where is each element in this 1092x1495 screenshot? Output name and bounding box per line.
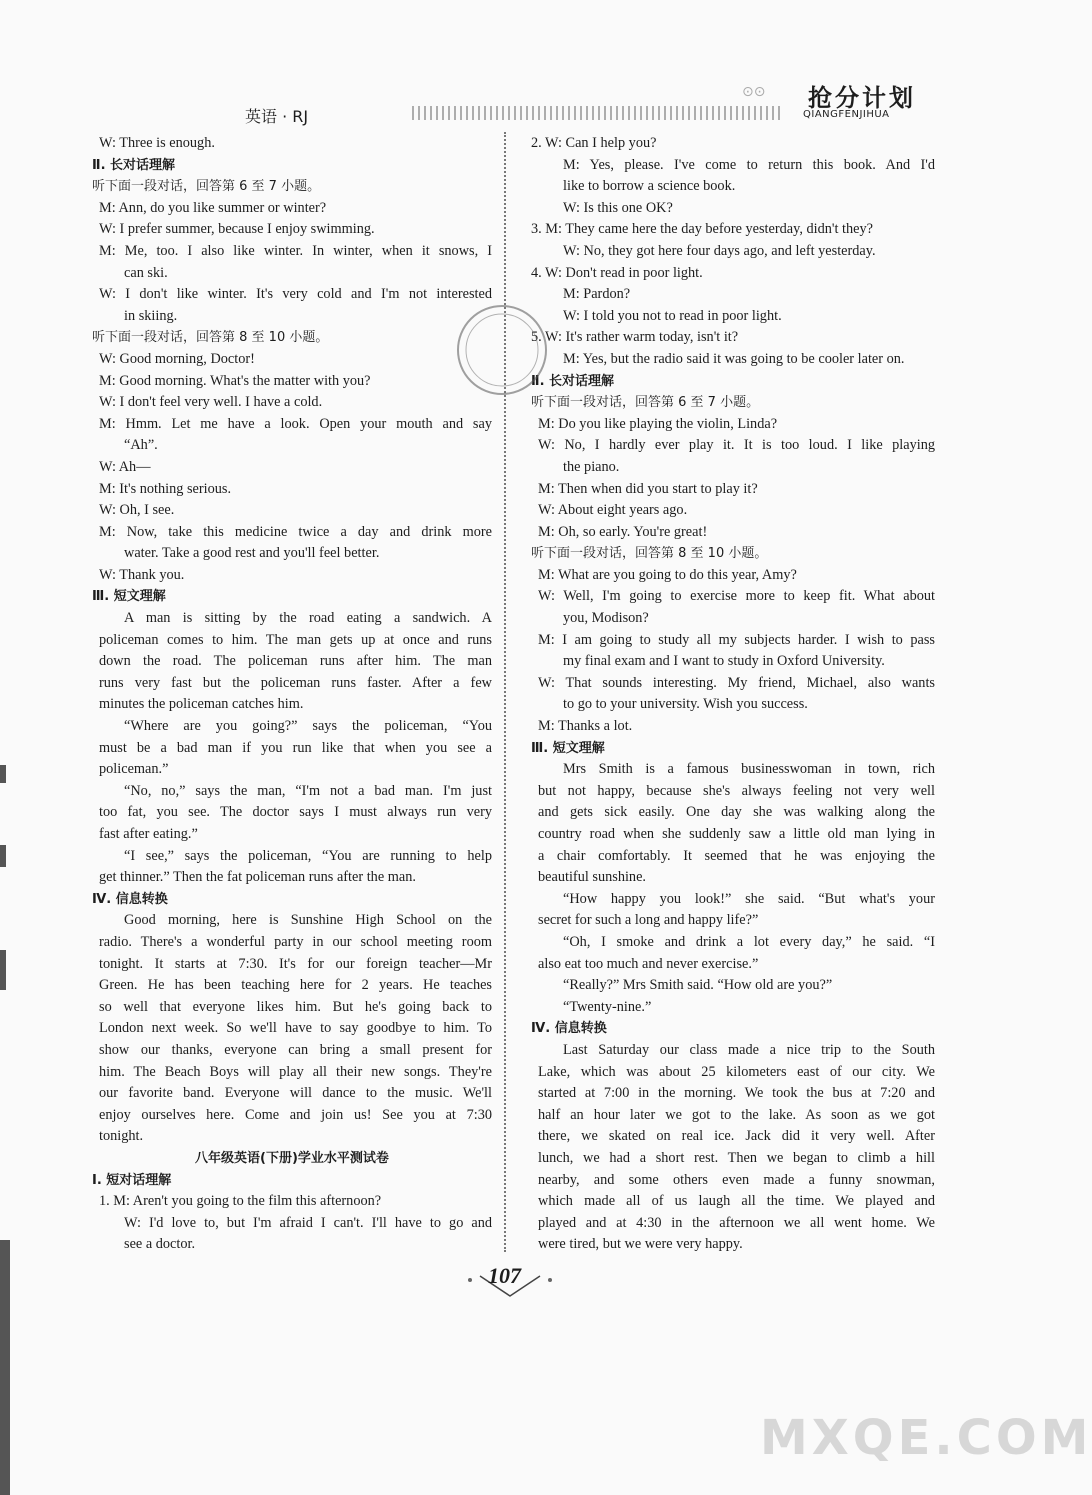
text-line: M: Good morning. What's the matter with you? (99, 372, 371, 389)
text-line: A man is sitting by the road eating a sandwich. A (124, 610, 492, 627)
text-line: “Really?” Mrs Smith said. “How old are you?” (563, 977, 833, 994)
text-line: W: I told you not to read in poor light. (563, 307, 782, 324)
right-column (531, 133, 935, 1256)
text-line: radio. There's a wonderful party in our school meeting room (99, 933, 492, 950)
text-line: W: That sounds interesting. My friend, Michael, also wants (538, 674, 935, 691)
text-line: “No, no,” says the man, “I'm not a bad man. I'm just (124, 782, 492, 799)
text-line: M: Ann, do you like summer or winter? (99, 199, 327, 216)
text-line: but not happy, because she's always feeling not very well (538, 782, 935, 799)
text-line: M: Pardon? (563, 286, 631, 303)
scan-edge-mark (0, 845, 6, 867)
text-line: M: I am going to study all my subjects harder. I wish to pass (538, 631, 935, 648)
text-line: “Oh, I smoke and drink a lot every day,” he said. “I (563, 933, 935, 950)
text-line: M: Oh, so early. You're great! (538, 523, 708, 540)
text-line: London next week. So we'll have to say goodbye to him. To (99, 1020, 492, 1037)
text-line: 听下面一段对话，回答第 6 至 7 小题。 (531, 395, 760, 411)
text-line: 听下面一段对话，回答第 6 至 7 小题。 (92, 179, 321, 195)
text-line: in skiing. (124, 307, 178, 324)
text-line: “I see,” says the policeman, “You are running to help (124, 847, 492, 864)
text-line: Ⅳ. 信息转换 (92, 891, 168, 907)
text-line: secret for such a long and happy life?” (538, 912, 759, 929)
text-line: W: Good morning, Doctor! (99, 350, 255, 367)
text-line: my final exam and I want to study in Oxford University. (563, 653, 885, 670)
header-brand: 抢分计划 (808, 84, 916, 112)
text-line: started at 7:00 in the morning. We took the bus at 7:20 and (538, 1085, 935, 1102)
text-line: fast after eating.” (99, 826, 198, 842)
text-line: 1. M: Aren't you going to the film this afternoon? (99, 1193, 382, 1210)
left-column (92, 133, 492, 1256)
text-line: “Twenty-nine.” (563, 998, 652, 1015)
text-line: W: I prefer summer, because I enjoy swimming. (99, 221, 375, 238)
text-line: Mrs Smith is a famous businesswoman in town, rich (563, 761, 935, 778)
text-line: so well that everyone likes him. But he's going back to (99, 998, 492, 1015)
text-line: Green. He has been teaching here for 2 years. He teaches (99, 977, 492, 994)
text-line: M: Do you like playing the violin, Linda? (538, 415, 778, 432)
text-line: Ⅱ. 长对话理解 (92, 157, 176, 173)
scan-edge-mark (0, 765, 6, 783)
text-line: water. Take a good rest and you'll feel better. (124, 545, 380, 562)
text-line: to go to your university. Wish you success. (563, 696, 808, 713)
header-brand-pinyin: QIANGFENJIHUA (803, 109, 890, 120)
text-line: too fat, you see. The doctor says I must always run very (99, 804, 492, 821)
text-line: a chair comfortably. It seemed that he was enjoying the (538, 847, 935, 864)
text-line: show our thanks, everyone can bring a small present for (99, 1041, 492, 1058)
text-line: W: No, they got here four days ago, and left yesterday. (563, 242, 876, 259)
text-line: W: I'd love to, but I'm afraid I can't. I'll have to go and (124, 1214, 492, 1231)
watermark: MXQE.COM (760, 1410, 1092, 1466)
text-line: runs very fast but the policeman runs faster. After a few (99, 674, 492, 691)
text-line: W: Ah— (99, 458, 151, 475)
text-line: like to borrow a science book. (563, 178, 736, 195)
header-decorative-bars (412, 106, 782, 120)
text-line: 听下面一段对话，回答第 8 至 10 小题。 (531, 546, 768, 562)
text-line: there, we skated on real ice. Jack did it very well. After (538, 1128, 935, 1145)
text-line: minutes the policeman catches him. (99, 696, 304, 713)
scan-edge-mark (0, 950, 6, 990)
text-line: tonight. (99, 1128, 144, 1145)
text-line: M: Thanks a lot. (538, 718, 633, 735)
text-line: down the road. The policeman runs after him. The man (99, 653, 492, 670)
scan-edge-mark (0, 1240, 10, 1495)
text-line: you, Modison? (563, 610, 649, 627)
text-line: enjoy ourselves here. Come and join us! See you at 7:30 (99, 1106, 492, 1123)
text-line: and gets sick easily. One day she was walking along the (538, 804, 935, 821)
text-line: Ⅲ. 短文理解 (531, 740, 605, 756)
header-subject: 英语 · RJ (245, 107, 309, 126)
text-line: “Where are you going?” says the policeman, “You (124, 718, 492, 735)
text-line: W: I don't like winter. It's very cold and I'm not interested (99, 286, 492, 303)
text-line: played and at 4:30 in the afternoon we all went home. We (538, 1214, 935, 1231)
text-line: nearby, and some others even made a funny snowman, (538, 1171, 935, 1188)
page-number: 107 (488, 1263, 521, 1288)
text-line: W: Is this one OK? (563, 199, 673, 216)
text-line: the piano. (563, 458, 620, 475)
text-line: 4. W: Don't read in poor light. (531, 264, 703, 281)
text-line: tonight. It starts at 7:30. It's for our foreign teacher—Mr (99, 955, 492, 972)
text-line: M: Now, take this medicine twice a day and drink more (99, 523, 492, 540)
header-ornament-icon: ⊙⊙ (742, 84, 766, 100)
text-line: W: Oh, I see. (99, 502, 175, 519)
text-line: W: Three is enough. (99, 135, 215, 151)
text-line: Ⅳ. 信息转换 (531, 1021, 607, 1037)
text-line: “How happy you look!” she said. “But what's your (563, 890, 935, 907)
text-line: W: Thank you. (99, 566, 185, 583)
text-line: 2. W: Can I help you? (531, 135, 657, 151)
text-line: Ⅱ. 长对话理解 (531, 373, 615, 389)
text-line: Last Saturday our class made a nice trip to the South (563, 1041, 935, 1058)
text-line: M: Hmm. Let me have a look. Open your mouth and say (99, 415, 492, 432)
text-line: “Ah”. (124, 437, 158, 454)
text-line: M: Me, too. I also like winter. In winter, when it snows, I (99, 242, 492, 259)
text-line: M: It's nothing serious. (99, 480, 232, 497)
text-line: beautiful sunshine. (538, 869, 647, 886)
text-line: our favorite band. Everyone will dance to the music. We'll (99, 1085, 492, 1102)
text-line: get thinner.” Then the fat policeman runs after the man. (99, 869, 416, 886)
text-line: him. The Beach Boys will play all their new songs. They're (99, 1063, 492, 1080)
text-line: country road when she suddenly saw a little old man lying in (538, 826, 935, 842)
text-line: 八年级英语(下册)学业水平测试卷 (195, 1150, 389, 1166)
text-line: 5. W: It's rather warm today, isn't it? (531, 329, 739, 346)
text-line: W: No, I hardly ever play it. It is too loud. I like playing (538, 437, 935, 454)
text-line: half an hour later we got to the lake. As soon as we got (538, 1106, 935, 1123)
text-line: M: Then when did you start to play it? (538, 480, 758, 497)
text-line: W: Well, I'm going to exercise more to keep fit. What about (538, 588, 935, 605)
text-line: which made all of us laugh all the time. We played and (538, 1193, 935, 1210)
text-line: 3. M: They came here the day before yesterday, didn't they? (531, 221, 873, 238)
text-line: also eat too much and never exercise.” (538, 955, 759, 972)
text-line: Ⅰ. 短对话理解 (92, 1172, 172, 1188)
text-line: M: Yes, please. I've come to return this book. And I'd (563, 156, 935, 173)
text-line: 听下面一段对话，回答第 8 至 10 小题。 (92, 330, 329, 346)
text-line: lunch, we had a short rest. Then we began to climb a hill (538, 1149, 935, 1166)
text-line: M: Yes, but the radio said it was going to be cooler later on. (563, 350, 905, 367)
text-line: were tired, but we were very happy. (538, 1236, 743, 1253)
text-line: can ski. (124, 264, 168, 281)
text-line: policeman comes to him. The man gets up at once and runs (99, 631, 492, 648)
text-line: Good morning, here is Sunshine High School on the (124, 912, 492, 929)
text-line: M: What are you going to do this year, Amy? (538, 566, 797, 583)
text-line: W: About eight years ago. (538, 502, 688, 519)
stamp-seal-icon (452, 300, 552, 400)
text-line: see a doctor. (124, 1236, 196, 1253)
text-line: Ⅲ. 短文理解 (92, 589, 166, 605)
text-line: Lake, which was about 25 kilometers east of our city. We (538, 1063, 935, 1080)
text-line: W: I don't feel very well. I have a cold. (99, 394, 323, 411)
text-line: must be a bad man if you run like that when you see a (99, 739, 492, 756)
text-line: policeman.” (99, 761, 169, 778)
